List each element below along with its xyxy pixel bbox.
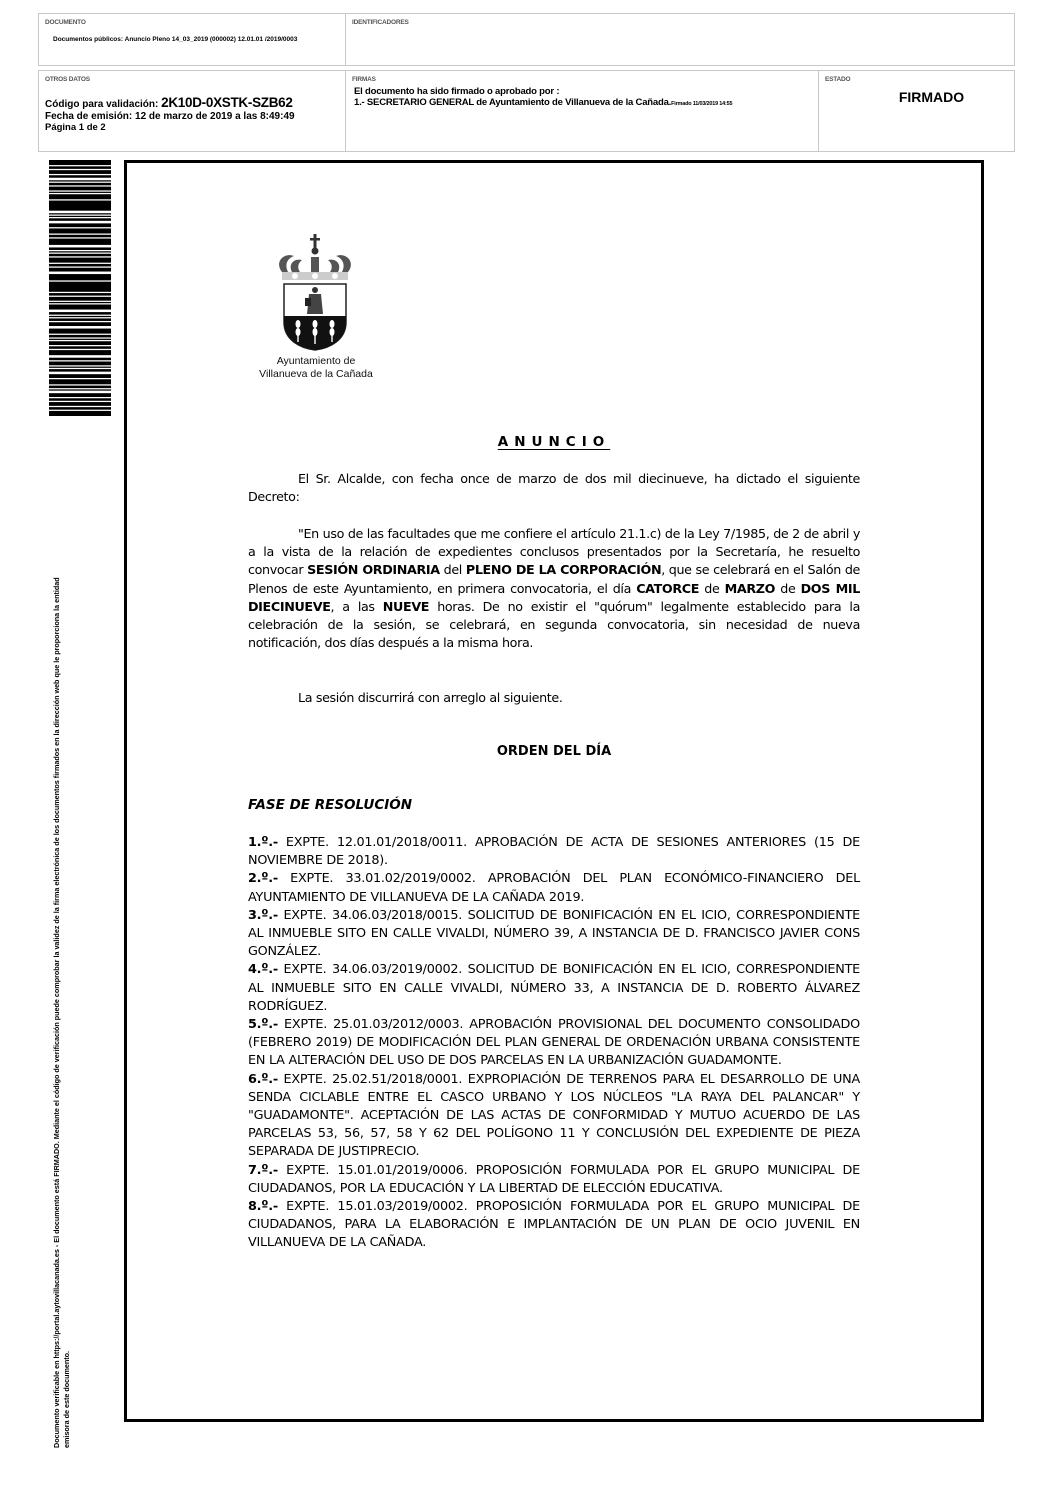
agenda-item-text: EXPTE. 15.01.03/2019/0002. PROPOSICIÓN FORMULADA POR EL GRUPO MUNICIPAL DE CIUDADANOS, PARA LA ELABORACIÓN E IMPLANTACIÓN DE UN PLAN DE OCIO JUVENIL EN VILLANUEVA DE LA CAÑADA. <box>248 1199 860 1251</box>
logo-caption <box>246 355 386 381</box>
decree-text: de <box>775 580 801 596</box>
agenda-item-text: EXPTE. 34.06.03/2018/0015. SOLICITUD DE BONIFICACIÓN EN EL ICIO, CORRESPONDIENTE AL INMUEBLE SITO EN CALLE VIVALDI, NÚMERO 39, A INSTANCIA DE D. FRANCISCO JAVIER CONS GONZÁLEZ. <box>248 907 860 960</box>
barcode-bar <box>49 175 111 178</box>
logo-caption-line1: Ayuntamiento de <box>276 355 356 367</box>
barcode-bar <box>49 166 111 169</box>
barcode-bar <box>49 389 111 390</box>
decree-bold: SESIÓN ORDINARIA <box>307 562 440 578</box>
barcode-bar <box>49 239 111 245</box>
agenda-item-number: 2.º.- <box>248 871 278 887</box>
agenda-item-number: 6.º.- <box>248 1071 278 1087</box>
document-title-text: ANUNCIO <box>497 434 611 450</box>
decree-bold: NUEVE <box>382 598 430 614</box>
agenda-item <box>248 834 860 870</box>
barcode-bar <box>49 218 111 221</box>
fase-heading: FASE DE RESOLUCIÓN <box>248 797 413 813</box>
identificadores-box <box>345 13 1015 66</box>
barcode-bar <box>49 160 111 165</box>
barcode-bar <box>49 341 111 345</box>
agenda-item <box>248 961 860 1016</box>
agenda-item <box>248 907 860 962</box>
closing-paragraph: La sesión discurrirá con arreglo al siguiente. <box>298 690 563 705</box>
barcode-bar <box>49 402 111 406</box>
barcode-bar <box>49 264 111 267</box>
side-text-line1: Documento verificable en https://portal.aytovillacanada.es - El documento está FIRMADO. Mediante el código de verificación puede comprobar la validez de la firma electrónica de los documentos firmados en la dirección web que le proporciona la entidad <box>52 577 61 1448</box>
emission-date: Fecha de emisión: 12 de marzo de 2019 a las 8:49:49 <box>45 110 295 122</box>
barcode-bar <box>49 339 111 340</box>
barcode-bar <box>49 335 111 338</box>
barcode-bar <box>49 180 111 181</box>
agenda-item-number: 1.º.- <box>248 835 278 850</box>
barcode-bar <box>49 358 111 361</box>
barcode-bar <box>49 318 111 321</box>
barcode-bar <box>49 187 111 191</box>
agenda-item-text: EXPTE. 25.01.03/2012/0003. APROBACIÓN PROVISIONAL DEL DOCUMENTO CONSOLIDADO (FEBRERO 2019) DE MODIFICACIÓN DEL PLAN GENERAL DE ORDENACIÓN URBANA CONSISTENTE EN LA ALTERACIÓN DEL USO DE DOS PARCELAS EN LA URBANIZACIÓN GUADAMONTE. <box>248 1017 860 1069</box>
agenda-item-number: 5.º.- <box>248 1017 278 1033</box>
agenda-item <box>248 870 860 906</box>
page-indicator: Página 1 de 2 <box>45 122 106 133</box>
identificadores-label: IDENTIFICADORES <box>352 19 409 26</box>
agenda-item-text: EXPTE. 12.01.01/2018/0011. APROBACIÓN DE ACTA DE SESIONES ANTERIORES (15 DE NOVIEMBRE DE 2018). <box>248 835 860 869</box>
barcode-bar <box>49 268 111 272</box>
barcode-bar <box>49 350 111 355</box>
decree-text: del <box>439 562 466 578</box>
estado-value: FIRMADO <box>898 89 965 105</box>
agenda-item-number: 8.º.- <box>248 1199 278 1215</box>
agenda-item-number: 3.º.- <box>248 907 278 923</box>
decree-bold: CATORCE <box>636 580 700 596</box>
estado-box <box>818 70 1015 152</box>
decree-bold: PLENO DE LA CORPORACIÓN <box>465 562 662 578</box>
validation-code-label: Código para validación: <box>45 99 159 110</box>
firmante: 1.- SECRETARIO GENERAL de Ayuntamiento de Villanueva de la Cañada. <box>354 96 672 108</box>
barcode-bar <box>49 254 111 257</box>
barcode-bar <box>49 369 111 372</box>
intro-paragraph: El Sr. Alcalde, con fecha once de marzo de dos mil diecinueve, ha dictado el siguiente Decreto: <box>248 471 860 505</box>
verification-side-text <box>52 438 72 1448</box>
barcode-bar <box>49 247 111 250</box>
barcode-bar <box>49 316 111 317</box>
decree-bold: DOS MIL DIECINUEVE <box>248 580 860 614</box>
barcode-bar <box>49 304 111 309</box>
barcode-bar <box>49 407 111 410</box>
firmas-label: FIRMAS <box>352 76 376 83</box>
barcode-bar <box>49 297 111 301</box>
agenda-item-text: EXPTE. 15.01.01/2019/0006. PROPOSICIÓN FORMULADA POR EL GRUPO MUNICIPAL DE CIUDADANOS, POR LA EDUCACIÓN Y LA LIBERTAD DE ELECCIÓN EDUCATIVA. <box>248 1162 860 1196</box>
barcode-bar <box>49 379 111 384</box>
decree-bold: MARZO <box>724 580 776 596</box>
barcode-bar <box>49 374 111 378</box>
validation-code-line <box>45 97 295 111</box>
decree-text: , que se celebrará en el Salón de Plenos de este Ayuntamiento, en primera convocatoria, el día <box>248 562 861 596</box>
document-title <box>248 434 860 450</box>
barcode-bar <box>49 192 111 193</box>
firmas-box <box>345 70 819 152</box>
barcode-bar <box>49 393 111 397</box>
firma-fecha: Firmado 11/03/2019 14:55 <box>671 100 733 107</box>
barcode-bar <box>49 274 111 280</box>
barcode-bar <box>49 293 111 296</box>
barcode-bar <box>49 302 111 303</box>
otros-datos-box <box>38 70 346 152</box>
documento-box <box>38 13 346 66</box>
barcode-bar <box>49 282 111 292</box>
agenda-item-text: EXPTE. 25.02.51/2018/0001. EXPROPIACIÓN DE TERRENOS PARA EL DESARROLLO DE UNA SENDA CICLABLE ENTRE EL CASCO URBANO Y LOS NÚCLEOS "LA RAYA DEL PALANCAR" Y "GUADAMONTE". ACEPTACIÓN DE LAS ACTAS DE CONFORMIDAD Y MUTUO ACUERDO DE LAS PARCELAS 53, 56, 57, 58 Y 62 DEL POLÍGONO 11 Y CONCLUSIÓN DEL EXPEDIENTE DE PIEZA SEPARADA DE JUSTIPRECIO. <box>248 1071 860 1160</box>
barcode-bar <box>49 258 111 263</box>
barcode <box>49 160 111 416</box>
decree-text: "En uso de las facultades que me confiere el artículo 21.1.c) de la Ley 7/1985, de 2 de abril y a la vista de la relación de expedientes conclusos presentados por la Secretaría, he resuelto convocar <box>248 526 860 578</box>
decree-text: horas. De no existir el "quórum" legalmente establecido para la celebración de la sesión, se celebrará, en segunda convocatoria, sin necesidad de nueva notificación, dos días después a la misma hora. <box>248 598 860 651</box>
barcode-bar <box>49 411 111 416</box>
documento-label: DOCUMENTO <box>45 19 86 26</box>
logo-caption-line2: Villanueva de la Cañada <box>259 368 373 380</box>
barcode-bar <box>49 201 111 211</box>
documento-value: Documentos públicos: Anuncio Pleno 14_03_2019 (000002) 12.01.01 /2019/0003 <box>53 36 298 43</box>
agenda-item-text: EXPTE. 33.01.02/2019/0002. APROBACIÓN DEL PLAN ECONÓMICO-FINANCIERO DEL AYUNTAMIENTO DE VILLANUEVA DE LA CAÑADA 2019. <box>248 871 860 905</box>
firmas-intro: El documento ha sido firmado o aprobado por : <box>354 86 560 97</box>
barcode-bar <box>49 228 111 233</box>
agenda-item <box>248 1162 860 1198</box>
decree-text: de <box>699 580 725 596</box>
barcode-bar <box>49 398 111 401</box>
barcode-bar <box>49 251 111 252</box>
barcode-bar <box>49 170 111 174</box>
otros-datos-label: OTROS DATOS <box>45 76 90 83</box>
agenda-item <box>248 1016 860 1071</box>
barcode-bar <box>49 362 111 366</box>
barcode-bar <box>49 216 111 217</box>
barcode-bar <box>49 223 111 227</box>
barcode-bar <box>49 183 111 186</box>
coat-of-arms-logo <box>270 232 360 352</box>
agenda-item-number: 7.º.- <box>248 1162 278 1178</box>
firmante-line <box>354 98 732 110</box>
barcode-bar <box>49 367 111 368</box>
agenda-items <box>248 834 860 1253</box>
barcode-bar <box>49 312 111 315</box>
barcode-bar <box>49 386 111 389</box>
agenda-item <box>248 1071 860 1162</box>
decree-paragraph <box>248 525 860 652</box>
barcode-bar <box>49 329 111 334</box>
estado-label: ESTADO <box>825 76 851 83</box>
decree-text: , a las <box>330 598 383 614</box>
barcode-bar <box>49 213 111 214</box>
agenda-item-text: EXPTE. 34.06.03/2019/0002. SOLICITUD DE BONIFICACIÓN EN EL ICIO, CORRESPONDIENTE AL INMUEBLE SITO EN CALLE VIVALDI, NÚMERO 33, A INSTANCIA DE D. ROBERTO ÁLVAREZ RODRÍGUEZ. <box>248 962 860 1014</box>
barcode-bar <box>49 235 111 238</box>
orden-del-dia-heading: ORDEN DEL DÍA <box>496 744 612 759</box>
side-text-line2: emisora de este documento. <box>62 1350 71 1448</box>
barcode-bar <box>49 346 111 349</box>
validation-code: 2K10D-0XSTK-SZB62 <box>161 95 293 110</box>
agenda-item <box>248 1198 860 1253</box>
barcode-bar <box>49 322 111 326</box>
barcode-bar <box>49 194 111 199</box>
agenda-item-number: 4.º.- <box>248 962 278 978</box>
